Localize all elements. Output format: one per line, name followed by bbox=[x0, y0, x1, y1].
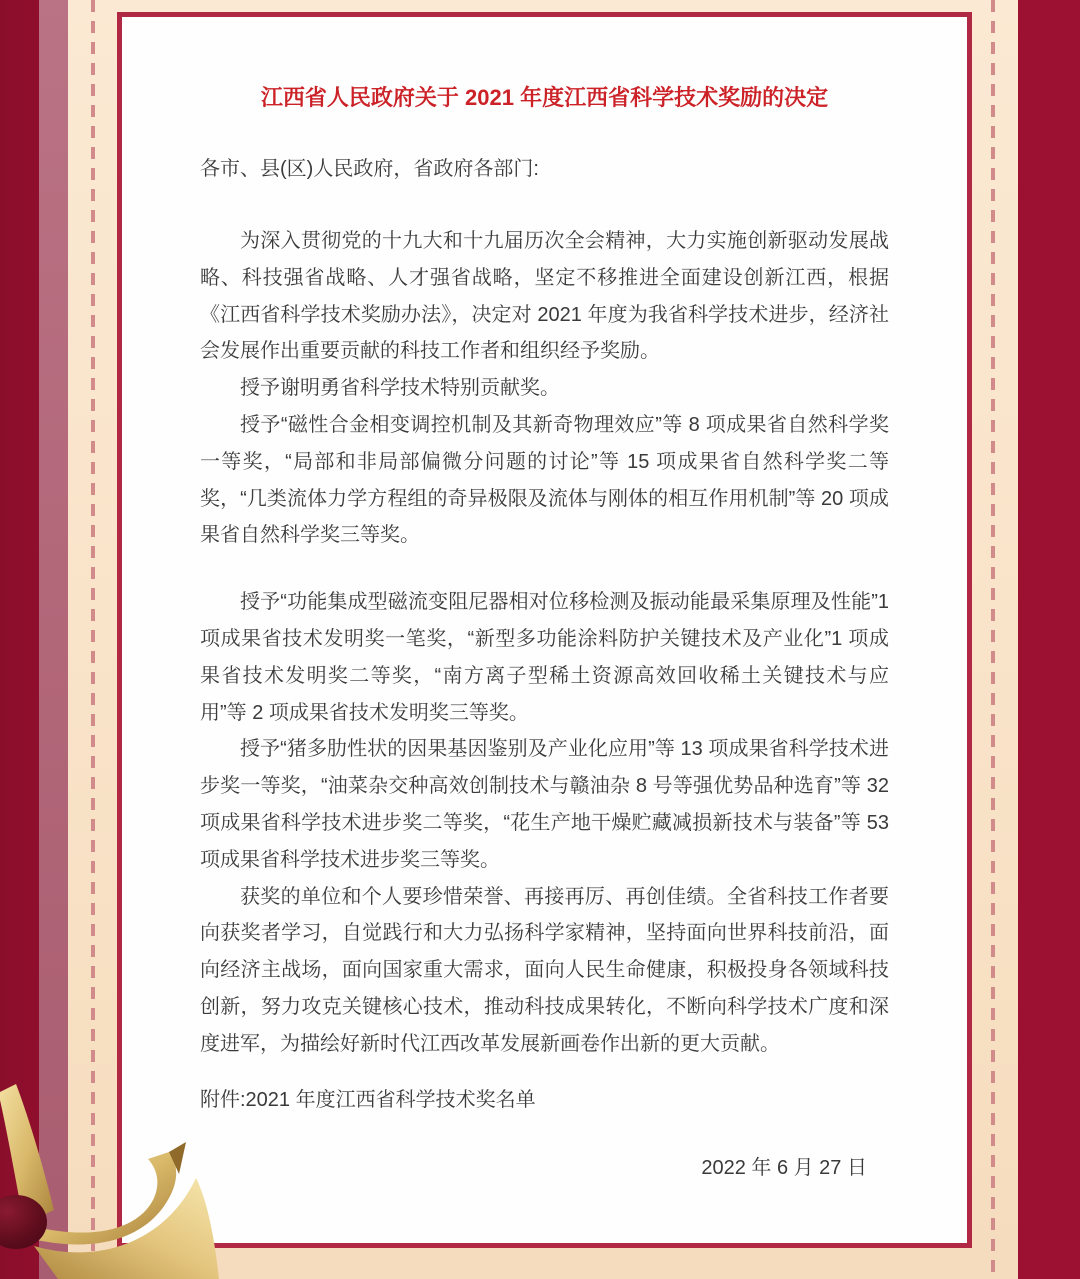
paragraph-4: 授予“功能集成型磁流变阻尼器相对位移检测及振动能最采集原理及性能”1 项成果省技术发明奖一笔奖，“新型多功能涂料防护关键技术及产业化”1 项成果省技术发明奖二等奖，“南方离子型稀土资源高效回收稀土关键技术与应用”等 2 项成果省技术发明奖三等奖。 bbox=[200, 591, 889, 724]
document-title: 江西省人民政府关于 2021 年度江西省科学技术奖励的决定 bbox=[260, 85, 829, 110]
attachment-line: 附件:2021 年度江西省科学技术奖名单 bbox=[200, 1088, 536, 1111]
paragraph-3: 授予“磁性合金相变调控机制及其新奇物理效应”等 8 项成果省自然科学奖一等奖，“局部和非局部偏微分问题的讨论”等 15 项成果省自然科学奖二等奖，“几类流体力学方程组的奇异极限及流体与刚体的相互作用机制”等 20 项成果省自然科学奖三等奖。 bbox=[200, 413, 889, 547]
left-accent-strip bbox=[39, 0, 68, 1279]
dashed-border-left bbox=[91, 0, 95, 1279]
date-line: 2022 年 6 月 27 日 bbox=[701, 1156, 867, 1179]
document-content bbox=[122, 83, 967, 1183]
dashed-border-right bbox=[991, 0, 995, 1279]
document-panel bbox=[117, 12, 972, 1248]
paragraph-2: 授予谢明勇省科学技术特别贡献奖。 bbox=[240, 377, 560, 400]
paragraph-1: 为深入贯彻党的十九大和十九届历次全会精神，大力实施创新驱动发展战略、科技强省战略、人才强省战略，坚定不移推进全面建设创新江西，根据《江西省科学技术奖励办法》，决定对 2021 年度为我省科学技术进步，经济社会发展作出重要贡献的科技工作者和组织经予奖励。 bbox=[200, 230, 889, 363]
paragraph-5: 授予“猪多肋性状的因果基因鉴别及产业化应用”等 13 项成果省科学技术进步奖一等奖，“油菜杂交种高效创制技术与赣油杂 8 号等强优势品种选育”等 32 项成果省科学技术进步奖二等奖，“花生产地干燥贮藏减损新技术与装备”等 53 项成果省科学技术进步奖三等奖。 bbox=[200, 738, 889, 871]
salutation-line: 各市、县(区)人民政府，省政府各部门: bbox=[200, 158, 539, 180]
paragraph-6: 获奖的单位和个人要珍惜荣誉、再接再厉、再创佳绩。全省科技工作者要向获奖者学习，自觉践行和大力弘扬科学家精神，坚持面向世界科技前沿，面向经济主战场，面向国家重大需求，面向人民生命健康，积极投身各领域科技创新，努力攻克关键核心技术，推动科技成果转化，不断向科学技术广度和深度进军，为描绘好新时代江西改革发展新画卷作出新的更大贡献。 bbox=[200, 885, 889, 1055]
